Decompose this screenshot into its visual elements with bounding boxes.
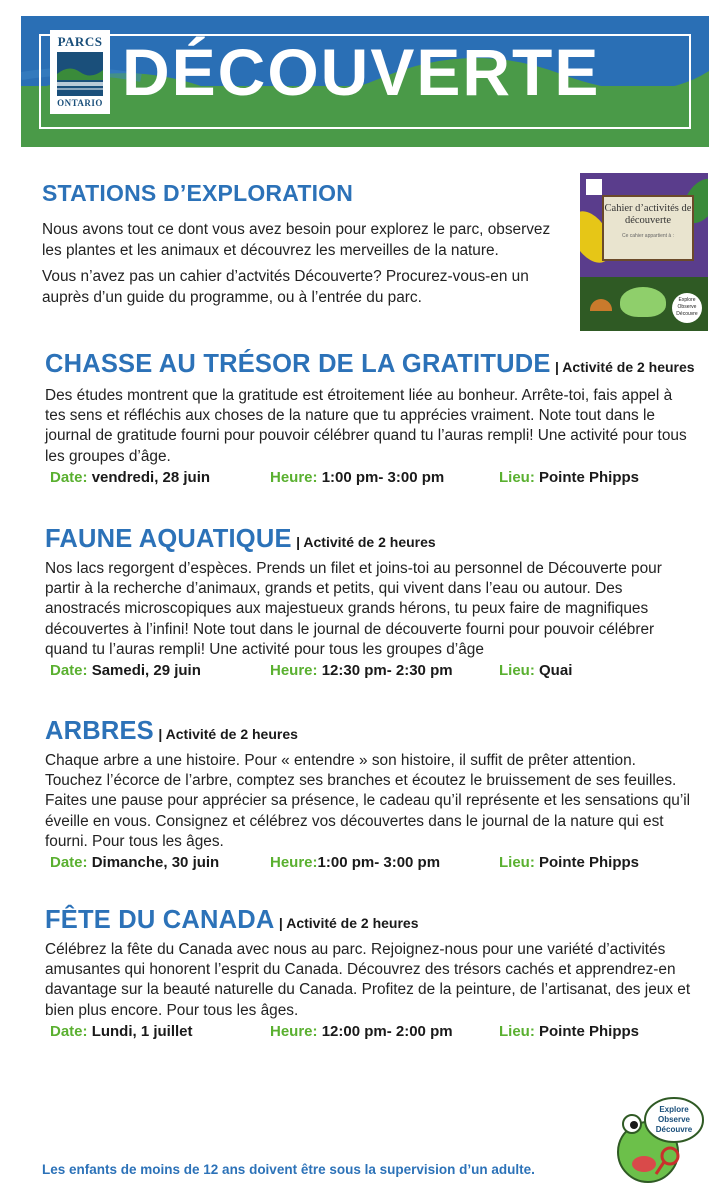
place-label: Lieu: <box>499 854 535 871</box>
svg-text:Explore: Explore <box>659 1105 689 1114</box>
activity-2-time: 12:30 pm- 2:30 pm <box>321 662 453 679</box>
logo-text-bottom: ONTARIO <box>57 98 103 108</box>
activity-2-date: Samedi, 29 juin <box>91 662 201 679</box>
activity-3-place: Pointe Phipps <box>539 854 640 871</box>
activity-1-date: vendredi, 28 juin <box>91 469 211 486</box>
supervision-note: Les enfants de moins de 12 ans doivent être sous la supervision d’un adulte. <box>42 1162 535 1177</box>
activity-4-place: Pointe Phipps <box>539 1023 640 1040</box>
activity-booklet-cover <box>580 173 708 331</box>
date-label: Date: <box>50 1023 88 1040</box>
activity-1-place: Pointe Phipps <box>539 469 640 486</box>
intro-paragraph-2: Vous n’avez pas un cahier d’actvités Découverte? Procurez-vous-en un auprès d’un guide du programme, ou à l’entrée du parc. <box>42 268 529 306</box>
activity-4-time: 12:00 pm- 2:00 pm <box>321 1023 453 1040</box>
activity-3-title: ARBRES <box>45 717 154 745</box>
time-label: Heure: <box>270 662 318 679</box>
activity-4-details <box>50 1023 700 1043</box>
date-label: Date: <box>50 469 88 486</box>
activity-1-description: Des études montrent que la gratitude est étroitement liée au bonheur. Arrête-toi, fais appel à tes sens et réfléchis aux choses de la nature que tu apprécies vraiment. Note tout dans le journal de gratitude fourni pour pouvoir célébrer quand tu l’auras rempli! Une activité pour tous les groupes d’âge. <box>45 387 687 465</box>
page-title: DÉCOUVERTE <box>122 35 601 109</box>
activity-2-duration: | Activité de 2 heures <box>296 534 436 550</box>
activity-3-duration: | Activité de 2 heures <box>158 726 298 742</box>
parcs-ontario-logo <box>50 30 110 114</box>
activity-1-details <box>50 469 700 489</box>
activity-1-duration: | Activité de 2 heures <box>555 359 695 375</box>
activity-4-duration: | Activité de 2 heures <box>278 915 419 931</box>
booklet-title: Cahier d’activités de découverte <box>604 203 692 226</box>
logo-text-top: PARCS <box>57 34 103 49</box>
activity-3-details <box>50 854 700 874</box>
frog-mascot-icon <box>610 1094 706 1184</box>
activity-3-date: Dimanche, 30 juin <box>91 854 220 871</box>
intro-heading: STATIONS D’EXPLORATION <box>42 180 354 206</box>
booklet-subtitle: Ce cahier appartient à : <box>622 233 674 239</box>
logo-landscape-icon <box>57 52 103 96</box>
svg-text:Observe: Observe <box>657 1115 691 1124</box>
activity-3-time: 1:00 pm- 3:00 pm <box>317 854 441 871</box>
booklet-moth-icon <box>620 287 666 317</box>
mascot-sign <box>645 1098 703 1142</box>
activity-4-description: Célébrez la fête du Canada avec nous au parc. Rejoignez-nous pour une variété d’activités amusantes qui honorent l’esprit du Canada. Découvrez des trésors cachés et apprendrez-en davantage sur la beauté naturelle du Canada. Profitez de la peinture, de l’artisanat, des jeux et bien plus encore. Pour tous les âges. <box>45 941 691 1019</box>
place-label: Lieu: <box>499 662 535 679</box>
intro-paragraph-1: Nous avons tout ce dont vous avez besoin pour explorez le parc, observez les plantes et les animaux et découvrez les merveilles de la nature. <box>42 221 551 259</box>
booklet-title-card <box>602 195 694 261</box>
activity-1-time: 1:00 pm- 3:00 pm <box>321 469 445 486</box>
activity-2-place: Quai <box>539 662 573 679</box>
date-label: Date: <box>50 854 88 871</box>
activity-4-date: Lundi, 1 juillet <box>91 1023 193 1040</box>
activity-2-title: FAUNE AQUATIQUE <box>45 525 292 553</box>
activity-4-title: FÊTE DU CANADA <box>45 906 275 934</box>
activity-1-title: CHASSE AU TRÉSOR DE LA GRATITUDE <box>45 350 551 378</box>
activity-4-heading <box>45 906 418 935</box>
activity-3-heading <box>45 717 298 746</box>
activity-3-description: Chaque arbre a une histoire. Pour « entendre » son histoire, il suffit de prêter attention. Touchez l’écorce de l’arbre, comptez ses branches et écoutez le bruissement de ses feuilles. Faites une pause pour apprécier sa présence, le cadeau qu’il représente et les sensations qu’il éveille en vous. Consignez et célébrez vos découvertes dans le journal de la nature qui est fourni. Pour tous les âges. <box>45 752 691 850</box>
activity-1-heading <box>45 350 695 379</box>
time-label: Heure: <box>270 1023 318 1040</box>
time-label: Heure: <box>270 854 318 871</box>
activity-2-heading <box>45 525 436 554</box>
booklet-badge: Explore Observe Découvre <box>672 293 702 323</box>
svg-text:Découvre: Découvre <box>655 1125 693 1134</box>
booklet-logo-icon <box>586 179 602 195</box>
date-label: Date: <box>50 662 88 679</box>
time-label: Heure: <box>270 469 318 486</box>
place-label: Lieu: <box>499 1023 535 1040</box>
activity-2-description: Nos lacs regorgent d’espèces. Prends un filet et joins-toi au personnel de Découverte pour partir à la recherche d’animaux, grands et petits, qui vivent dans l’eau ou autour. Des anostracés microscopiques aux majestueux grands hérons, tu peux faire de magnifiques découvertes à l’infini! Note tout dans le journal de découverte fourni pour pouvoir célébrer quand tu l’auras rempli! Une activité pour tous les groupes d’âge <box>45 560 662 658</box>
activity-2-details <box>50 662 700 682</box>
place-label: Lieu: <box>499 469 535 486</box>
